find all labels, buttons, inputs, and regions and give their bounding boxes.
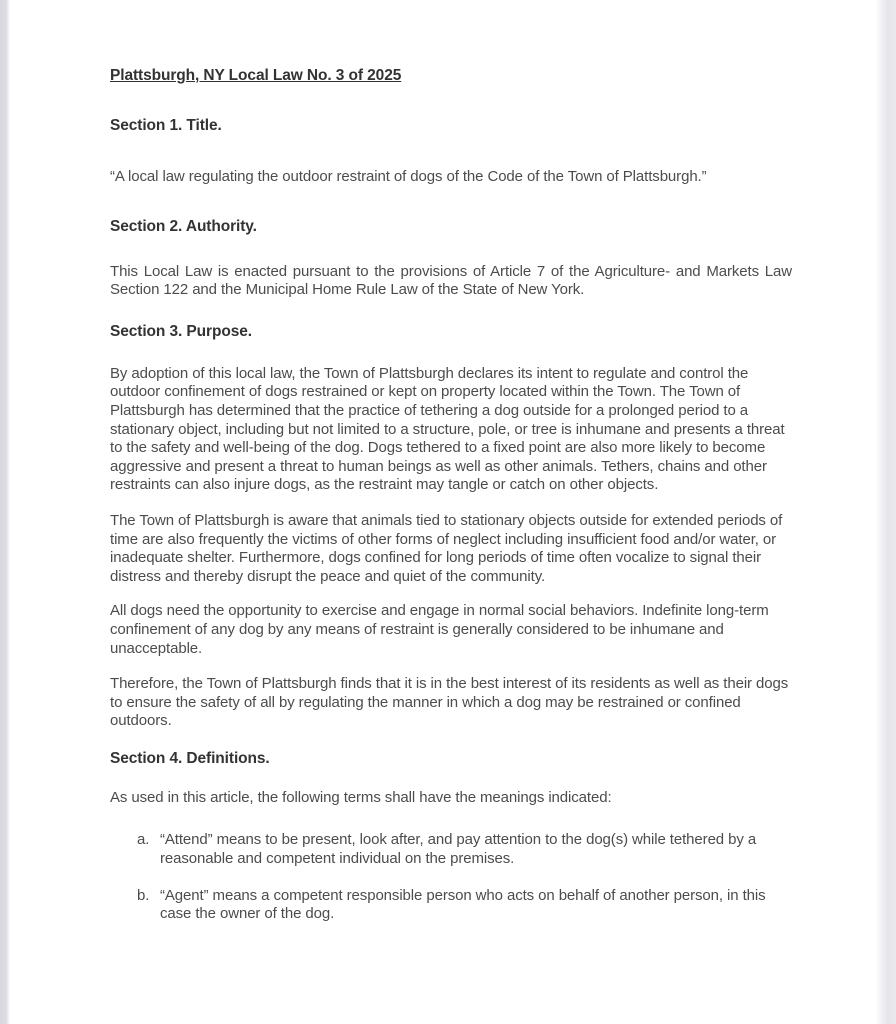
section-2-heading: Section 2. Authority. — [110, 217, 257, 235]
definitions-list — [137, 831, 792, 923]
section-3-paragraph-2: The Town of Plattsburgh is aware that animals tied to stationary objects outside for extended periods of time are also frequently the victims of other forms of neglect including insufficient food and/or water, or inadequate shelter. Furthermore, dogs confined for long periods of time often vocalize to signal their distress and thereby disrupt the peace and quiet of the community. — [110, 511, 783, 585]
definition-label-a: a. — [137, 831, 150, 849]
scan-left-edge — [0, 0, 10, 1024]
section-4-heading: Section 4. Definitions. — [110, 749, 270, 767]
definition-item-a — [137, 831, 792, 868]
section-4-intro-paragraph: As used in this article, the following terms shall have the meanings indicated: — [110, 788, 612, 806]
section-3-heading: Section 3. Purpose. — [110, 322, 252, 340]
section-2-paragraph: This Local Law is enacted pursuant to the provisions of Article 7 of the Agriculture- and Markets Law Section 122 and the Municipal Home Rule Law of the State of New York. — [110, 262, 792, 299]
definition-text-a: “Attend” means to be present, look after, and pay attention to the dog(s) while tethered by a reasonable and competent individual on the premises. — [160, 831, 757, 868]
document-title: Plattsburgh, NY Local Law No. 3 of 2025 — [110, 67, 402, 84]
scan-right-edge — [876, 0, 896, 1024]
section-3-paragraph-1: By adoption of this local law, the Town of Plattsburgh declares its intent to regulate and control the outdoor confinement of dogs restrained or kept on property located within the Town. The Town of Plattsburgh has determined that the practice of tethering a dog outside for a prolonged period to a stationary object, including but not limited to a structure, pole, or tree is inhumane and presents a threat to the safety and well-being of the dog. Dogs tethered to a fixed point are also more likely to become aggressive and present a threat to human beings as well as other animals. Tethers, chains and other restraints can also injure dogs, as the restraint may tangle or catch on other objects. — [110, 364, 785, 494]
section-3-paragraph-4: Therefore, the Town of Plattsburgh finds that it is in the best interest of its residents as well as their dogs to ensure the safety of all by regulating the manner in which a dog may be restrained or confined outdoors. — [110, 675, 789, 730]
definition-label-b: b. — [137, 886, 150, 904]
section-1-heading: Section 1. Title. — [110, 117, 222, 134]
definition-text-b: “Agent” means a competent responsible person who acts on behalf of another person, in this case the owner of the dog. — [160, 886, 766, 923]
section-3-paragraph-3: All dogs need the opportunity to exercise and engage in normal social behaviors. Indefinite long-term confinement of any dog by any means of restraint is generally considered to be inhumane and unacceptable. — [110, 602, 769, 657]
definition-item-b — [137, 887, 792, 924]
document-content — [110, 66, 792, 924]
section-1-paragraph: “A local law regulating the outdoor restraint of dogs of the Code of the Town of Plattsburgh.” — [110, 168, 707, 185]
